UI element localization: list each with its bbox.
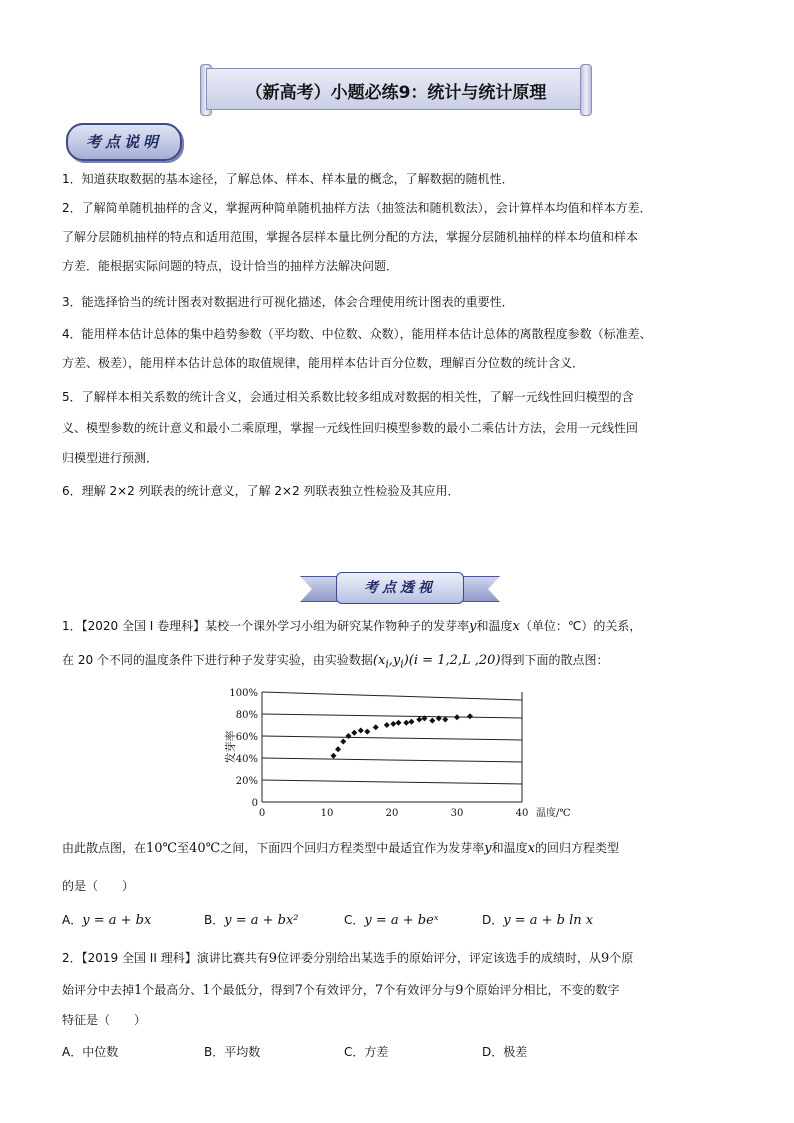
chart-ylabel: 发芽率 [224,730,237,764]
section-badge-label: 考点说明 [85,133,162,151]
data-point [396,720,402,726]
q1-option-d[interactable]: D．y = a + b ln x [482,913,594,928]
data-point [345,733,351,739]
x-tick-label: 30 [450,808,464,819]
data-point [467,713,473,719]
data-point [454,714,460,720]
point-line-10: 归模型进行预测． [62,451,159,465]
q1-option-b[interactable]: B．y = a + bx² [204,913,299,928]
data-point [351,730,357,736]
q2-option-a[interactable]: A．中位数 [62,1045,119,1059]
section-badge-label-2: 考点透视 [364,580,436,596]
q1-option-c[interactable]: C．y = a + beˣ [344,913,439,928]
point-line-6: 4．能用样本估计总体的集中趋势参数（平均数、中位数、众数），能用样本估计总体的离散程度参数（标准差、 [62,327,652,341]
section-badge-explanation [66,123,182,161]
point-line-11: 6．理解 2×2 列联表的统计意义，了解 2×2 列联表独立性检验及其应用． [62,484,460,498]
data-point [373,724,379,730]
data-point [403,720,409,726]
y-tick-label: 80% [235,710,258,721]
point-line-5: 3．能选择恰当的统计图表对数据进行可视化描述，体会合理使用统计图表的重要性． [62,295,514,309]
chart-axes [262,692,522,802]
chart-points [331,713,474,759]
point-line-2: 2．了解简单随机抽样的含义，掌握两种简单随机抽样方法（抽签法和随机数法），会计算样本均值和样本方差． [62,201,652,215]
scatter-chart [200,684,590,824]
q1-line-2: 在 20 个不同的温度条件下进行种子发芽实验，由实验数据$(x_i,y_i)(i = 1,2,L$ ,20)得到下面的散点图： [62,653,609,671]
y-tick-label: 0 [251,798,258,809]
y-tick-label: 20% [235,776,258,787]
q2-line-2: 始评分中去掉1个最高分、1个最低分，得到7个有效评分，7个有效评分与9个原始评分相比，不变的数字 [62,983,620,998]
y-tick-label: 60% [235,732,258,743]
x-tick-label: 10 [320,808,334,819]
point-line-4: 方差．能根据实际问题的特点，设计恰当的抽样方法解决问题． [62,259,399,273]
point-line-8: 5．了解样本相关系数的统计含义，会通过相关系数比较多组成对数据的相关性，了解一元线性回归模型的含 [62,390,634,404]
data-point [390,721,396,727]
grid-line [262,714,522,718]
data-point [340,739,346,745]
q1-line-1: 1．【2020 全国 I 卷理科】某校一个课外学习小组为研究某作物种子的发芽率y和温度x（单位：℃）的关系， [62,619,642,634]
data-point [335,746,341,752]
q2-line-3: 特征是（ ） [62,1013,147,1027]
grid-line [262,736,522,740]
title-banner [200,64,592,114]
q1-option-a[interactable]: A．y = a + bx [62,913,152,928]
q1-line-4: 的是（ ） [62,879,135,893]
grid-line [262,758,522,762]
point-line-1: 1．知道获取数据的基本途径，了解总体、样本、样本量的概念，了解数据的随机性． [62,172,514,186]
grid-line [262,780,522,784]
chart-x-ticks [259,808,529,819]
q1-line-3: 由此散点图，在10℃至40℃之间，下面四个回归方程类型中最适宜作为发芽率y和温度x的回归方程类型 [62,841,619,856]
grid-line [262,692,522,700]
q2-line-1: 2．【2019 全国 II 理科】演讲比赛共有9位评委分别给出某选手的原始评分，评定该选手的成绩时，从9个原 [62,951,634,966]
point-line-7: 方差、极差），能用样本估计总体的取值规律，能用样本估计百分位数，理解百分位数的统计含义． [62,356,585,370]
point-line-3: 了解分层随机抽样的特点和适用范围，掌握各层样本量比例分配的方法，掌握分层随机抽样的样本均值和样本 [62,230,639,244]
chart-grid [262,692,522,784]
data-point [416,717,422,723]
data-point [364,729,370,735]
data-point [384,722,390,728]
x-tick-label: 40 [515,808,529,819]
point-line-9: 义、模型参数的统计意义和最小二乘原理，掌握一元线性回归模型参数的最小二乘估计方法，会用一元线性回 [62,421,639,435]
x-tick-label: 0 [258,808,266,819]
y-tick-label: 100% [229,688,258,699]
ribbon-center [336,572,464,604]
data-point [409,719,415,725]
q2-option-d[interactable]: D．极差 [482,1045,528,1059]
y-tick-label: 40% [235,754,258,765]
q2-option-b[interactable]: B．平均数 [204,1045,261,1059]
q2-option-c[interactable]: C．方差 [344,1045,389,1059]
page-title: （新高考）小题必练9：统计与统计原理 [245,83,547,103]
section-badge-perspective [300,572,500,604]
data-point [429,718,435,724]
data-point [358,728,364,734]
chart-xlabel: 温度/℃ [536,808,571,819]
x-tick-label: 20 [385,808,399,819]
data-point [331,753,337,759]
data-point [442,717,448,723]
